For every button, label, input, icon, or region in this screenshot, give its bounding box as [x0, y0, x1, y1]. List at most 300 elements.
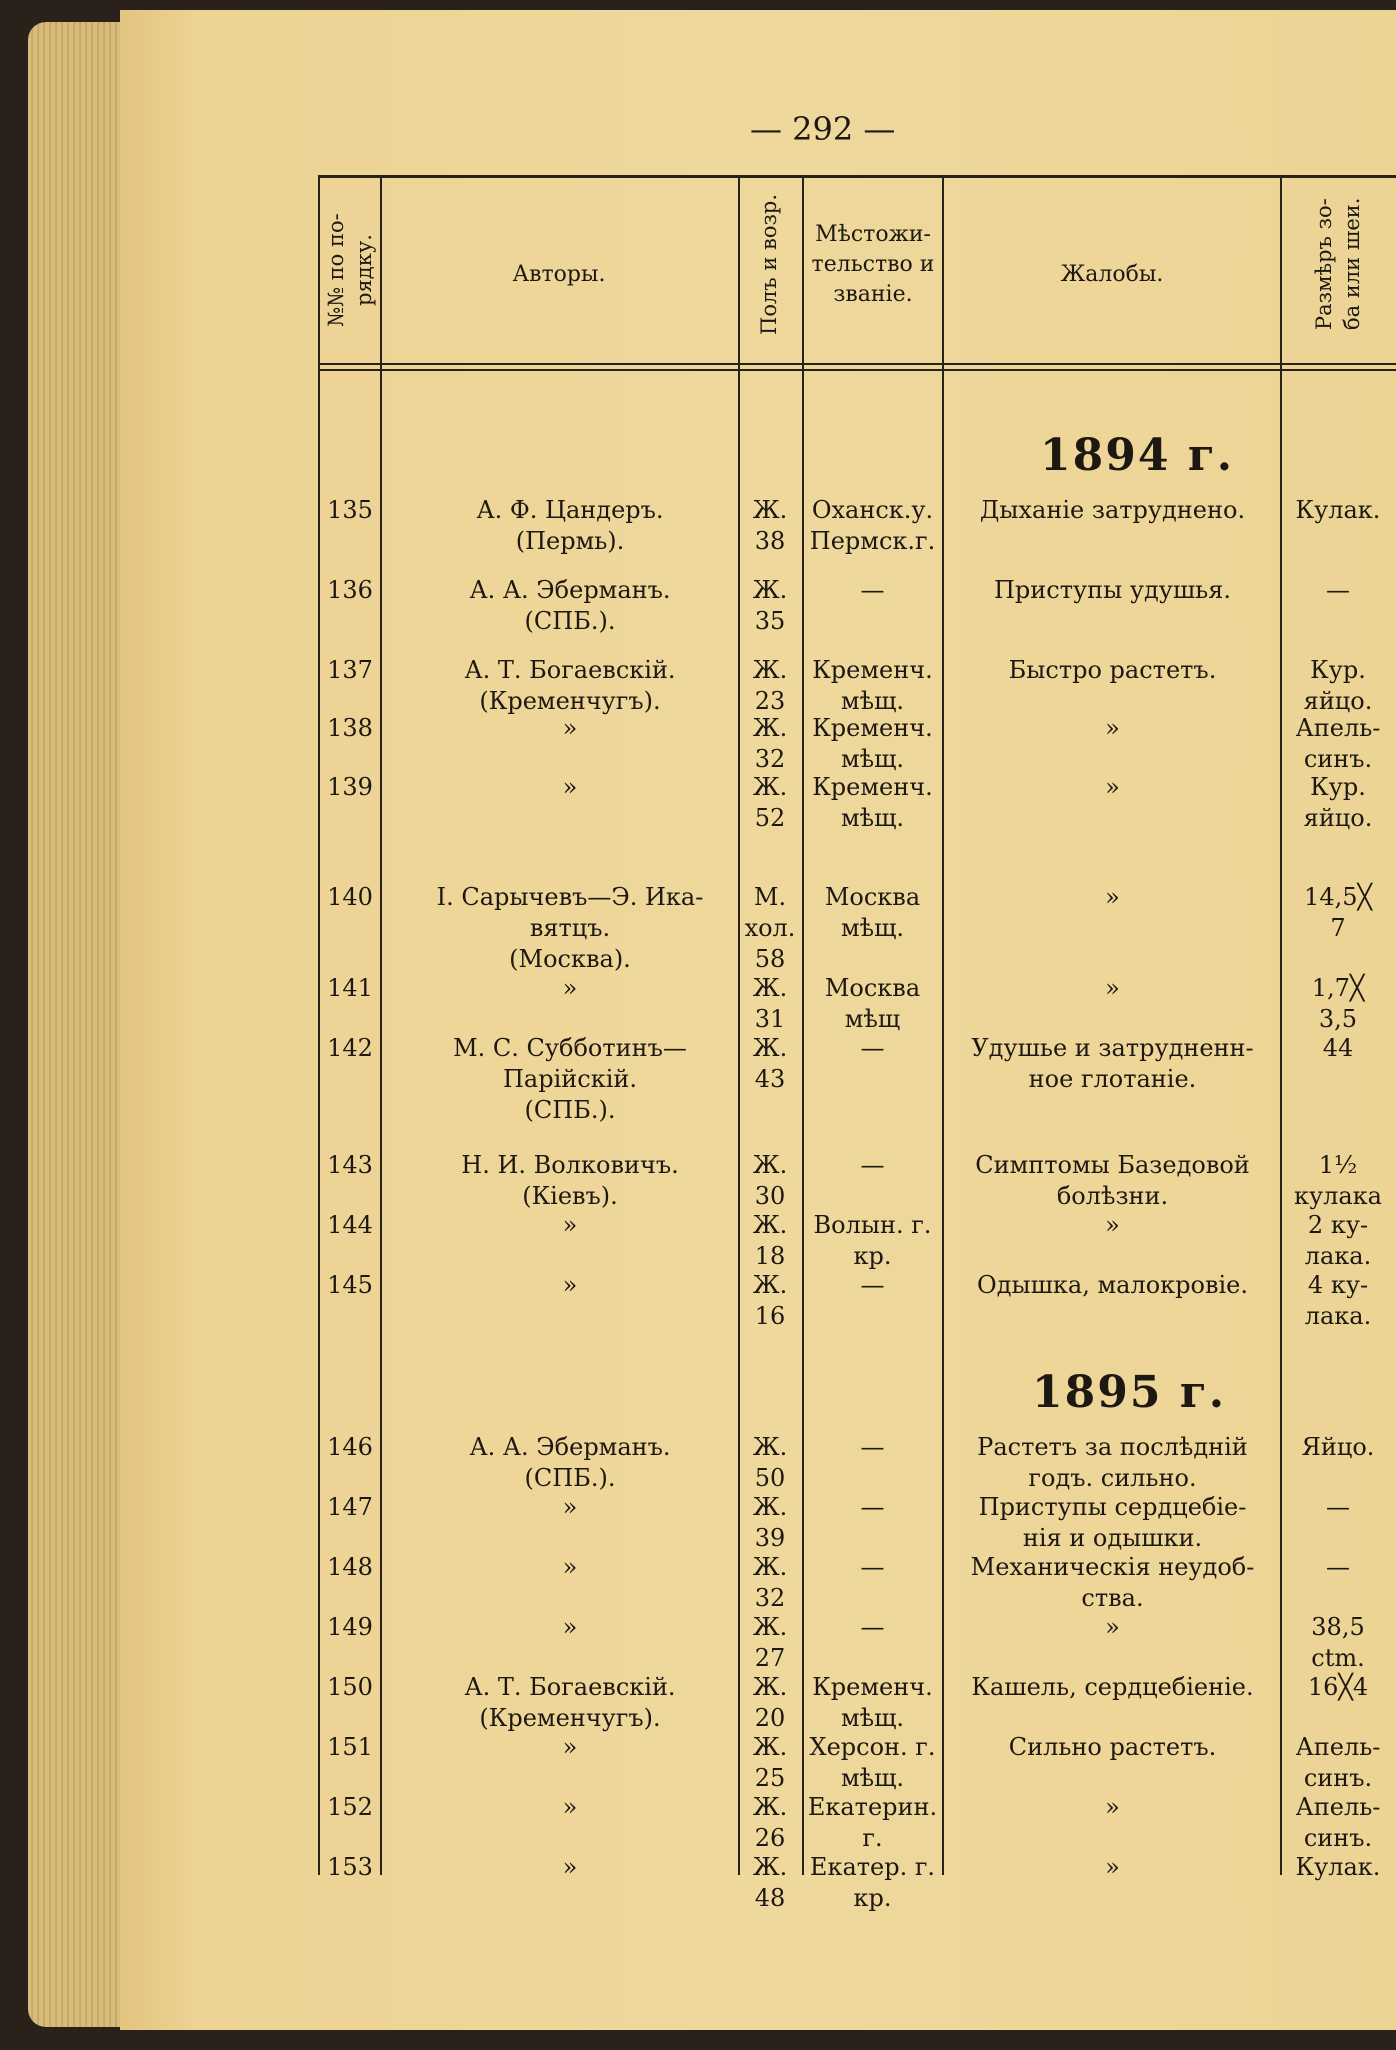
row-sex-age-line: 35 [754, 607, 786, 635]
row-number [320, 882, 380, 913]
row-residence [805, 973, 940, 1035]
row-author-line: » [562, 1733, 578, 1761]
row-number [320, 1432, 380, 1463]
row-sex-age-line: Ж. [752, 576, 788, 604]
row-size-line: 1½ [1318, 1151, 1358, 1179]
row-size-line: Апель- [1295, 714, 1381, 742]
row-residence-line: Москва [824, 974, 921, 1002]
row-sex-age [740, 1492, 800, 1554]
row-complaint [945, 1150, 1280, 1212]
row-sex-age-line: Ж. [752, 1211, 788, 1239]
row-author-line: (Кременчугъ). [479, 687, 661, 715]
row-sex-age [740, 713, 800, 775]
row-size-line: 14,5╳ [1304, 883, 1372, 911]
row-number-line: 148 [327, 1553, 373, 1581]
row-complaint-line: » [1105, 974, 1120, 1002]
row-number-line: 139 [327, 773, 373, 801]
row-sex-age-line: 52 [754, 804, 786, 832]
row-author [400, 1612, 740, 1643]
row-size-line: кулака [1294, 1182, 1382, 1210]
row-author [400, 1210, 740, 1241]
row-sex-age [740, 1033, 800, 1095]
row-residence-line: мѣщ. [840, 1764, 905, 1792]
row-complaint-line: Растетъ за послѣдній [977, 1433, 1248, 1461]
header-bottom-rule-2 [320, 369, 1396, 371]
row-sex-age-line: Ж. [752, 1673, 788, 1701]
row-author [400, 882, 740, 975]
row-author [400, 772, 740, 803]
row-size [1280, 495, 1396, 526]
column-rule [942, 175, 944, 1875]
row-sex-age [740, 655, 800, 717]
row-residence-line: мѣщ. [840, 914, 905, 942]
row-sex-age-line: Ж. [752, 496, 788, 524]
row-residence [805, 1033, 940, 1064]
row-complaint-line: Сильно растетъ. [1008, 1733, 1217, 1761]
row-number [320, 973, 380, 1004]
row-author-line: (Пермь). [515, 527, 625, 555]
row-residence [805, 1732, 940, 1794]
row-complaint [945, 1210, 1280, 1241]
row-number-line: 136 [327, 576, 373, 604]
row-size [1280, 713, 1396, 775]
row-size [1280, 1852, 1396, 1883]
row-complaint-line: » [1105, 1211, 1120, 1239]
row-complaint-line: Симптомы Базедовой [975, 1151, 1250, 1179]
row-sex-age-line: Ж. [752, 1433, 788, 1461]
row-residence-line: мѣщ. [840, 1704, 905, 1732]
row-sex-age-line: 16 [754, 1302, 786, 1330]
row-complaint [945, 1033, 1280, 1095]
row-residence-line: — [860, 1034, 885, 1062]
row-number [320, 1150, 380, 1181]
row-sex-age-line: 23 [754, 687, 786, 715]
row-complaint-line: Удушье и затрудненн- [971, 1034, 1254, 1062]
row-number [320, 1270, 380, 1301]
header-residence: Мѣстожи- тельство и званіе. [811, 222, 935, 307]
row-residence [805, 655, 940, 717]
row-author-line: » [562, 1271, 578, 1299]
row-sex-age [740, 1732, 800, 1794]
row-author-line: » [562, 1853, 578, 1881]
row-size-line: Кулак. [1295, 1853, 1381, 1881]
row-residence-line: — [860, 1433, 885, 1461]
row-author-line: (СПБ.). [524, 1464, 616, 1492]
row-size [1280, 1792, 1396, 1854]
row-sex-age [740, 1150, 800, 1212]
row-size [1280, 1672, 1396, 1703]
row-sex-age-line: 43 [754, 1065, 786, 1093]
row-author-line: » [562, 1613, 578, 1641]
row-number [320, 495, 380, 526]
row-complaint [945, 1672, 1280, 1703]
header-size: Размѣръ зо- ба или шеи. [1312, 197, 1364, 330]
row-size-line: — [1326, 1553, 1350, 1581]
row-complaint [945, 973, 1280, 1004]
row-number-line: 135 [327, 496, 373, 524]
row-residence-line: Кременч. [812, 1673, 933, 1701]
row-residence-line: — [860, 1493, 885, 1521]
row-residence-line: Екатер. г. [809, 1853, 936, 1881]
row-number-line: 152 [327, 1793, 373, 1821]
data-table [320, 175, 1396, 1915]
row-number [320, 1210, 380, 1241]
row-size-line: 38,5 [1311, 1613, 1365, 1641]
row-author-line: » [562, 1553, 578, 1581]
row-size-line: лака. [1304, 1242, 1372, 1270]
row-size-line: яйцо. [1303, 687, 1373, 715]
row-number [320, 1792, 380, 1823]
row-number-line: 153 [327, 1853, 373, 1881]
row-residence [805, 1612, 940, 1643]
row-residence-line: кр. [853, 1242, 892, 1270]
row-sex-age-line: 25 [754, 1764, 786, 1792]
row-residence [805, 1852, 940, 1914]
row-number-line: 147 [327, 1493, 373, 1521]
row-residence-line: Кременч. [812, 656, 933, 684]
row-sex-age-line: 18 [754, 1242, 786, 1270]
row-residence-line: мѣщ [844, 1005, 901, 1033]
row-author [400, 1033, 740, 1126]
row-author-line: І. Сарычевъ—Э. Ика- [436, 883, 704, 911]
row-author [400, 1150, 740, 1212]
row-number [320, 772, 380, 803]
row-sex-age-line: Ж. [752, 1034, 788, 1062]
row-residence-line: г. [862, 1824, 883, 1852]
row-complaint-line: Дыханіе затруднено. [979, 496, 1246, 524]
row-size [1280, 1732, 1396, 1794]
row-author-line: » [562, 1493, 578, 1521]
row-number-line: 144 [327, 1211, 373, 1239]
row-residence-line: Херсон. г. [809, 1733, 936, 1761]
row-residence [805, 575, 940, 606]
row-residence-line: Волын. г. [813, 1211, 932, 1239]
row-residence-line: Кременч. [812, 773, 933, 801]
row-number-line: 138 [327, 714, 373, 742]
row-author [400, 1270, 740, 1301]
row-size-line: 16╳4 [1307, 1673, 1369, 1701]
row-sex-age-line: хол. [744, 914, 796, 942]
row-residence [805, 772, 940, 834]
row-author-line: А. А. Эберманъ. [469, 576, 671, 604]
row-number [320, 1732, 380, 1763]
row-sex-age-line: 31 [754, 1005, 786, 1033]
row-residence-line: — [860, 1271, 885, 1299]
row-size [1280, 772, 1396, 834]
row-complaint-line: нія и одышки. [1022, 1524, 1203, 1552]
row-size-line: синъ. [1303, 1764, 1373, 1792]
row-author [400, 1672, 740, 1734]
row-complaint-line: » [1105, 1613, 1120, 1641]
row-complaint-line: Механическія неудоб- [970, 1553, 1255, 1581]
row-complaint-line: » [1105, 1793, 1120, 1821]
row-residence-line: мѣщ. [840, 804, 905, 832]
row-size-line: — [1326, 1493, 1350, 1521]
column-rule [802, 175, 804, 1875]
row-author-line: А. Ф. Цандеръ. [476, 496, 664, 524]
row-residence [805, 495, 940, 557]
header-sex-age: Полъ и возр. [757, 193, 781, 335]
row-author-line: » [562, 1211, 578, 1239]
row-size [1280, 1492, 1396, 1523]
row-sex-age-line: 50 [754, 1464, 786, 1492]
row-residence [805, 1210, 940, 1272]
row-number [320, 713, 380, 744]
row-author [400, 1432, 740, 1494]
row-complaint [945, 882, 1280, 913]
row-size [1280, 1033, 1396, 1064]
row-size [1280, 1150, 1396, 1212]
row-size-line: 1,7╳ [1311, 974, 1365, 1002]
row-sex-age-line: Ж. [752, 656, 788, 684]
row-complaint [945, 1552, 1280, 1614]
row-residence [805, 1270, 940, 1301]
row-number [320, 655, 380, 686]
row-author-line: » [562, 1793, 578, 1821]
row-residence-line: Екатерин. [807, 1793, 938, 1821]
row-number-line: 140 [327, 883, 373, 911]
row-author [400, 575, 740, 637]
row-sex-age-line: Ж. [752, 1553, 788, 1581]
row-sex-age [740, 1432, 800, 1494]
row-sex-age-line: Ж. [752, 773, 788, 801]
row-sex-age [740, 1612, 800, 1674]
row-sex-age-line: 39 [754, 1524, 786, 1552]
row-sex-age [740, 973, 800, 1035]
row-complaint [945, 1432, 1280, 1494]
row-sex-age-line: Ж. [752, 1271, 788, 1299]
row-residence-line: — [860, 1553, 885, 1581]
row-complaint [945, 1792, 1280, 1823]
year-heading: 1894 г. [1040, 430, 1235, 481]
row-sex-age-line: Ж. [752, 1853, 788, 1881]
row-sex-age-line: 48 [754, 1884, 786, 1912]
row-size-line: яйцо. [1303, 804, 1373, 832]
row-author-line: (Кіевъ). [522, 1182, 618, 1210]
row-size [1280, 575, 1396, 606]
row-complaint-line: ное глотаніе. [1028, 1065, 1197, 1093]
row-author-line: » [562, 714, 578, 742]
row-sex-age-line: 38 [754, 527, 786, 555]
row-residence [805, 882, 940, 944]
row-sex-age-line: Ж. [752, 1151, 788, 1179]
row-size-line: 3,5 [1318, 1005, 1358, 1033]
row-sex-age-line: 32 [754, 745, 786, 773]
row-residence [805, 1792, 940, 1854]
row-residence [805, 713, 940, 775]
header-complaints: Жалобы. [1060, 262, 1164, 287]
row-size-line: лака. [1304, 1302, 1372, 1330]
row-size-line: Апель- [1295, 1793, 1381, 1821]
row-sex-age-line: Ж. [752, 1493, 788, 1521]
row-sex-age-line: 26 [754, 1824, 786, 1852]
row-author-line: Н. И. Волковичъ. [461, 1151, 679, 1179]
row-number-line: 146 [327, 1433, 373, 1461]
row-complaint [945, 495, 1280, 526]
row-sex-age [740, 1552, 800, 1614]
row-complaint-line: Приступы удушья. [993, 576, 1232, 604]
row-sex-age-line: Ж. [752, 1733, 788, 1761]
row-number [320, 1852, 380, 1883]
row-sex-age [740, 575, 800, 637]
row-number-line: 142 [327, 1034, 373, 1062]
row-sex-age [740, 1210, 800, 1272]
row-size [1280, 973, 1396, 1035]
row-sex-age [740, 1672, 800, 1734]
row-size-line: — [1326, 576, 1350, 604]
row-sex-age-line: 20 [754, 1704, 786, 1732]
row-residence-line: Москва [824, 883, 921, 911]
row-sex-age-line: 27 [754, 1644, 786, 1672]
row-complaint-line: Кашель, сердцебіеніе. [971, 1673, 1254, 1701]
row-residence-line: кр. [853, 1884, 892, 1912]
row-sex-age-line: Ж. [752, 974, 788, 1002]
row-author [400, 1852, 740, 1883]
row-author-line: А. А. Эберманъ. [469, 1433, 671, 1461]
row-number-line: 137 [327, 656, 373, 684]
row-number-line: 143 [327, 1151, 373, 1179]
row-residence [805, 1672, 940, 1734]
header-bottom-rule [320, 363, 1396, 365]
row-residence-line: мѣщ. [840, 687, 905, 715]
row-number-line: 149 [327, 1613, 373, 1641]
row-residence-line: Оханск.у. [811, 496, 934, 524]
row-residence-line: Кременч. [812, 714, 933, 742]
row-number [320, 1552, 380, 1583]
row-author [400, 1732, 740, 1763]
row-size [1280, 1270, 1396, 1332]
row-sex-age [740, 1852, 800, 1914]
row-sex-age [740, 772, 800, 834]
row-number-line: 145 [327, 1271, 373, 1299]
row-size-line: 44 [1322, 1034, 1354, 1062]
column-rule [380, 175, 382, 1875]
row-author-line: Парійскій. [502, 1065, 637, 1093]
row-author [400, 495, 740, 557]
row-number [320, 1033, 380, 1064]
row-size [1280, 1612, 1396, 1674]
header-num: №№ по по- рядку. [324, 213, 376, 327]
row-size-line: Кур. [1310, 656, 1366, 684]
row-complaint [945, 575, 1280, 606]
row-size-line: Кур. [1310, 773, 1366, 801]
row-size [1280, 655, 1396, 717]
table-top-rule [320, 175, 1396, 178]
row-residence [805, 1492, 940, 1523]
row-complaint-line: » [1105, 773, 1120, 801]
row-complaint-line: » [1105, 1853, 1120, 1881]
row-author-line: (Кременчугъ). [479, 1704, 661, 1732]
row-residence [805, 1552, 940, 1583]
row-size [1280, 1432, 1396, 1463]
row-number [320, 575, 380, 606]
row-sex-age-line: 30 [754, 1182, 786, 1210]
row-residence [805, 1150, 940, 1181]
row-size-line: синъ. [1303, 1824, 1373, 1852]
row-author [400, 973, 740, 1004]
row-complaint [945, 1732, 1280, 1763]
row-author [400, 713, 740, 744]
page-number: — 292 — [750, 110, 896, 148]
row-number-line: 150 [327, 1673, 373, 1701]
row-residence-line: Пермск.г. [809, 527, 936, 555]
row-sex-age-line: Ж. [752, 714, 788, 742]
row-residence-line: — [860, 1151, 885, 1179]
row-number [320, 1612, 380, 1643]
row-residence-line: — [860, 576, 885, 604]
row-complaint-line: болѣзни. [1056, 1182, 1169, 1210]
row-complaint-line: Быстро растетъ. [1008, 656, 1217, 684]
row-sex-age [740, 882, 800, 975]
row-size [1280, 1210, 1396, 1272]
row-complaint [945, 1492, 1280, 1554]
row-complaint-line: ства. [1081, 1584, 1144, 1612]
row-sex-age-line: М. [753, 883, 787, 911]
row-author [400, 1792, 740, 1823]
row-author-line: вятцъ. [529, 914, 611, 942]
header-authors: Авторы. [512, 262, 606, 287]
row-residence-line: мѣщ. [840, 745, 905, 773]
row-complaint-line: Одышка, малокровіе. [977, 1271, 1248, 1299]
row-sex-age-line: 32 [754, 1584, 786, 1612]
row-author-line: А. Т. Богаевскій. [464, 656, 676, 684]
year-heading: 1895 г. [1032, 1367, 1227, 1418]
row-sex-age [740, 495, 800, 557]
row-author [400, 1492, 740, 1523]
row-complaint [945, 772, 1280, 803]
row-author [400, 1552, 740, 1583]
row-size [1280, 882, 1396, 944]
row-size-line: 7 [1330, 914, 1346, 942]
row-number-line: 151 [327, 1733, 373, 1761]
row-complaint [945, 1270, 1280, 1301]
row-size-line: Апель- [1295, 1733, 1381, 1761]
row-size-line: 4 ку- [1307, 1271, 1369, 1299]
row-size-line: 2 ку- [1307, 1211, 1369, 1239]
row-author-line: М. С. Субботинъ— [453, 1034, 687, 1062]
row-author-line: (СПБ.). [524, 1096, 616, 1124]
row-complaint-line: » [1105, 883, 1120, 911]
row-complaint-line: Приступы сердцебіе- [978, 1493, 1247, 1521]
row-sex-age-line: 58 [754, 945, 786, 973]
row-size-line: ctm. [1311, 1644, 1365, 1672]
row-sex-age-line: Ж. [752, 1613, 788, 1641]
row-complaint [945, 655, 1280, 686]
row-size-line: Кулак. [1295, 496, 1381, 524]
row-sex-age [740, 1792, 800, 1854]
row-complaint [945, 1612, 1280, 1643]
row-residence [805, 1432, 940, 1463]
row-size-line: Яйцо. [1301, 1433, 1375, 1461]
row-author-line: (Москва). [509, 945, 631, 973]
row-complaint-line: » [1105, 714, 1120, 742]
row-number [320, 1492, 380, 1523]
row-residence-line: — [860, 1613, 885, 1641]
row-size [1280, 1552, 1396, 1583]
row-sex-age [740, 1270, 800, 1332]
row-author-line: А. Т. Богаевскій. [464, 1673, 676, 1701]
row-size-line: синъ. [1303, 745, 1373, 773]
row-complaint [945, 713, 1280, 744]
row-complaint-line: годъ. сильно. [1028, 1464, 1197, 1492]
row-complaint [945, 1852, 1280, 1883]
row-sex-age-line: Ж. [752, 1793, 788, 1821]
row-number-line: 141 [327, 974, 373, 1002]
row-author-line: » [562, 773, 578, 801]
row-author [400, 655, 740, 717]
row-author-line: » [562, 974, 578, 1002]
row-number [320, 1672, 380, 1703]
